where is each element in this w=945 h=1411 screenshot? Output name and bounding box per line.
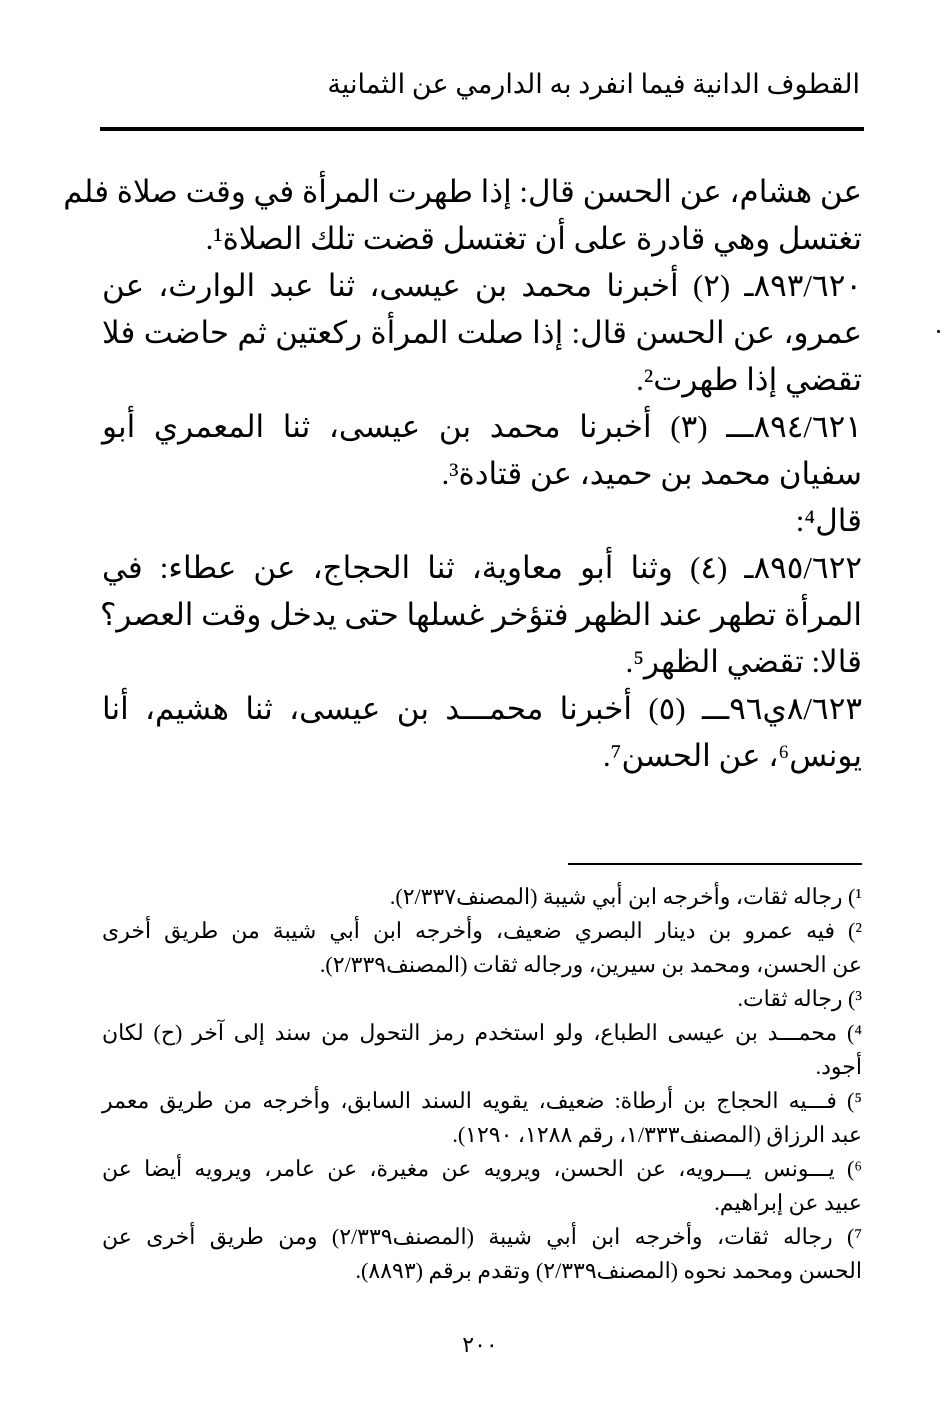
main-text-line: عن هشام، عن الحسن قال: إذا طهرت المرأة في وقت صلاة فلم [63,174,862,209]
footnote-line: ³) رجاله ثقات. [737,986,862,1011]
main-text-line: ٨٩٥/٦٢٢ـ (٤) وثنا أبو معاوية، ثنا الحجاج، عن عطاء: في [102,550,862,585]
main-text-line: قال⁴: [795,503,862,538]
footnote-separator-rule [568,863,862,865]
footnote-line: ²) فيه عمرو بن دينار البصري ضعيف، وأخرجه ابن أبي شيبة من طريق أخرى [102,918,862,943]
footnote-line: عبد الرزاق (المصنف١/٣٣٣، رقم ١٢٨٨، ١٢٩٠). [452,1122,862,1147]
footnote-line: أجود. [815,1054,862,1079]
footnote-line: ¹) رجاله ثقات، وأخرجه ابن أبي شيبة (المصنف٢/٣٣٧). [389,884,862,909]
margin-speck [937,330,940,333]
footnote-line: عبيد عن إبراهيم. [714,1190,862,1215]
main-text-line: تغتسل وهي قادرة على أن تغتسل قضت تلك الصلاة¹. [205,221,862,256]
footnote-line: ⁶) يـــونس يـــرويه، عن الحسن، ويرويه عن مغيرة، عن عامر، ويرويه أيضا عن [102,1156,862,1181]
main-text-line: المرأة تطهر عند الظهر فتؤخر غسلها حتى يدخل وقت العصر؟ [99,597,862,632]
main-text-line: ٨/٦٢٣ي٩٦ـــ (٥) أخبرنا محمـــد بن عيسى، ثنا هشيم، أنا [102,691,862,726]
footnotes-block [102,880,862,1288]
main-text-line: سفيان محمد بن حميد، عن قتادة³. [441,456,862,491]
main-text-line: ٨٩٤/٦٢١ـــ (٣) أخبرنا محمد بن عيسى، ثنا المعمري أبو [102,409,862,444]
main-text-line: عمرو، عن الحسن قال: إذا صلت المرأة ركعتين ثم حاضت فلا [102,315,862,350]
running-header-title: القطوف الدانية فيما انفرد به الدارمي عن الثمانية [327,69,860,99]
footnote-line: ⁷) رجاله ثقات، وأخرجه ابن أبي شيبة (المصنف٢/٣٣٩) ومن طريق أخرى عن [102,1224,862,1249]
main-text-line: يونس⁶، عن الحسن⁷. [602,738,862,773]
footnote-line: الحسن ومحمد نحوه (المصنف٢/٣٣٩) وتقدم برقم (٨٨٩٣). [355,1258,862,1283]
main-text-line: ٨٩٣/٦٢٠ـ (٢) أخبرنا محمد بن عيسى، ثنا عبد الوارث، عن [102,268,862,303]
footnote-line: ⁴) محمـــد بن عيسى الطباع، ولو استخدم رمز التحول من سند إلى آخر (ح) لكان [102,1020,862,1045]
main-text-line: تقضي إذا طهرت². [636,362,862,397]
header-rule [100,127,864,131]
footnote-line: عن الحسن، ومحمد بن سيرين، ورجاله ثقات (المصنف٢/٣٣٩). [319,952,862,977]
page-number: ٢٠٠ [462,1332,498,1357]
main-text-line: قالا: تقضي الظهر⁵. [625,644,862,679]
footnote-line: ⁵) فـــيه الحجاج بن أرطاة: ضعيف، يقويه السند السابق، وأخرجه من طريق معمر [102,1088,862,1113]
main-text-block [63,168,862,779]
